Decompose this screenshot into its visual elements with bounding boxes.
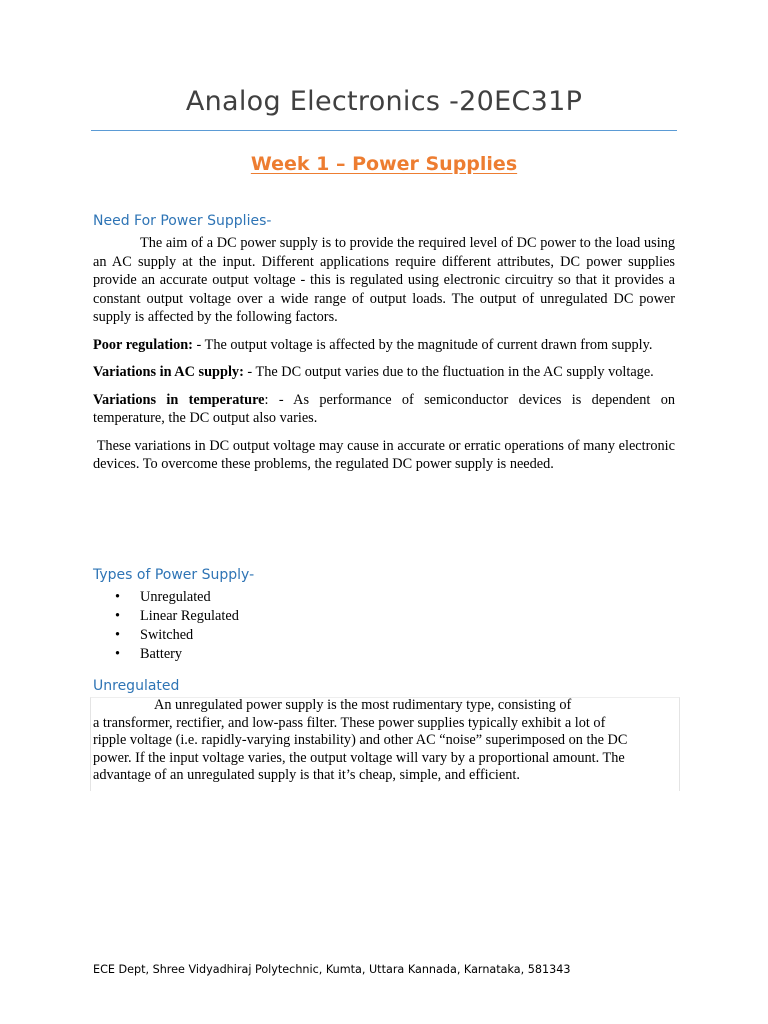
factor-term: Poor regulation: (93, 336, 193, 353)
factor-paragraph (93, 336, 675, 355)
types-heading: Types of Power Supply- (93, 567, 255, 583)
unregulated-body (93, 697, 676, 785)
list-item-label: Linear Regulated (140, 608, 239, 624)
list-item-label: Unregulated (140, 589, 211, 605)
factor-paragraph (93, 363, 675, 382)
week-heading: Week 1 – Power Supplies (250, 153, 518, 175)
list-item (93, 645, 239, 664)
list-item-label: Battery (140, 646, 183, 662)
types-list (93, 588, 239, 664)
list-item (93, 626, 239, 645)
title-divider (91, 130, 677, 131)
conclusion-paragraph: These variations in DC output voltage may cause in accurate or erratic operations of many electronic devices. To overcome these problems, the regulated DC power supply is needed. (93, 437, 679, 472)
unregulated-line: power. If the input voltage varies, the output voltage will vary by a proportional amount. The (93, 749, 625, 766)
factor-paragraph (93, 391, 675, 428)
page-footer: ECE Dept, Shree Vidyadhiraj Polytechnic, Kumta, Uttara Kannada, Karnataka, 581343 (93, 963, 571, 976)
page-title: Analog Electronics -20EC31P (185, 86, 583, 117)
intro-paragraph: The aim of a DC power supply is to provide the required level of DC power to the load using an AC supply at the input. Different applications require different attributes, DC power supplies provide an accurate output voltage - this is regulated using electronic circuitry so that it provides a constant output voltage over a wide range of output loads. The output of unregulated DC power supply is affected by the following factors. (93, 235, 675, 325)
factor-text: : - As performance of semiconductor devices is dependent on temperature, the DC output also varies. (93, 391, 675, 426)
bullet-icon: • (115, 627, 121, 643)
factor-text: - The DC output varies due to the fluctuation in the AC supply voltage. (243, 364, 654, 380)
factor-text: - The output voltage is affected by the magnitude of current drawn from supply. (192, 336, 653, 353)
list-item-label: Switched (140, 627, 194, 643)
factor-term: Variations in temperature (93, 391, 265, 408)
unregulated-line: a transformer, rectifier, and low-pass filter. These power supplies typically exhibit a lot of (93, 714, 606, 731)
unregulated-heading: Unregulated (93, 678, 180, 694)
factor-term: Variations in AC supply: (93, 364, 244, 380)
unregulated-line: advantage of an unregulated supply is that it’s cheap, simple, and efficient. (93, 767, 520, 783)
list-item (93, 607, 239, 626)
unregulated-line: ripple voltage (i.e. rapidly-varying instability) and other AC “noise” superimposed on the DC (93, 732, 628, 748)
bullet-icon: • (115, 589, 121, 605)
need-section-body (93, 234, 679, 474)
bullet-icon: • (115, 646, 121, 662)
unregulated-line: An unregulated power supply is the most rudimentary type, consisting of (154, 697, 572, 713)
list-item (93, 588, 239, 607)
need-heading: Need For Power Supplies- (93, 213, 272, 229)
bullet-icon: • (115, 608, 121, 624)
